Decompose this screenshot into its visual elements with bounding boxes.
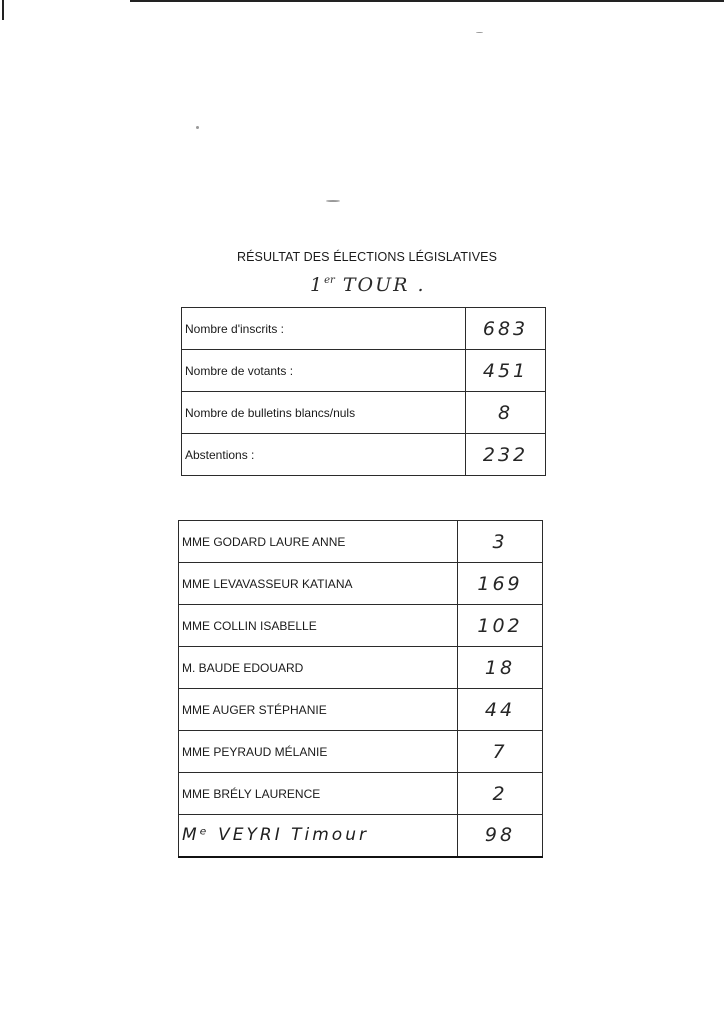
- scan-speck: [326, 200, 340, 202]
- round-suffix: er: [324, 275, 335, 286]
- candidate-votes: 169: [458, 563, 543, 605]
- table-row: [179, 605, 543, 647]
- candidates-table: [178, 520, 543, 858]
- candidate-votes: 18: [458, 647, 543, 689]
- candidate-votes: 2: [458, 773, 543, 815]
- candidate-name: M. BAUDE EDOUARD: [179, 647, 458, 689]
- candidate-name: MME PEYRAUD MÉLANIE: [179, 731, 458, 773]
- candidate-name: MME LEVAVASSEUR KATIANA: [179, 563, 458, 605]
- candidate-name: MME GODARD LAURE ANNE: [179, 521, 458, 563]
- table-row: [179, 521, 543, 563]
- table-row: [179, 689, 543, 731]
- scan-top-line: [130, 0, 724, 2]
- table-row: [179, 563, 543, 605]
- table-row: [179, 731, 543, 773]
- candidate-name: MME BRÉLY LAURENCE: [179, 773, 458, 815]
- candidate-votes: 7: [458, 731, 543, 773]
- candidate-name: MME COLLIN ISABELLE: [179, 605, 458, 647]
- table-row: [182, 434, 546, 476]
- table-row: [182, 350, 546, 392]
- summary-value-abstentions: 232: [466, 434, 546, 476]
- candidate-votes: 102: [458, 605, 543, 647]
- candidate-name: MME AUGER STÉPHANIE: [179, 689, 458, 731]
- summary-table: [181, 307, 546, 476]
- candidate-name-handwritten: Mᵉ VEYRI Timour: [179, 815, 458, 857]
- table-row-handwritten: [179, 815, 543, 857]
- summary-label-abstentions: Abstentions :: [182, 434, 466, 476]
- scan-speck: [476, 32, 483, 33]
- summary-label-blank-null: Nombre de bulletins blancs/nuls: [182, 392, 466, 434]
- candidate-votes: 44: [458, 689, 543, 731]
- table-row: [182, 392, 546, 434]
- table-row: [182, 308, 546, 350]
- summary-value-registered: 683: [466, 308, 546, 350]
- table-row: [179, 647, 543, 689]
- summary-value-voters: 451: [466, 350, 546, 392]
- candidate-votes: 3: [458, 521, 543, 563]
- table-row: [179, 773, 543, 815]
- candidate-votes: 98: [458, 815, 543, 857]
- scan-speck: [196, 126, 199, 129]
- round-word: TOUR .: [342, 274, 426, 296]
- scan-edge-mark: [2, 0, 4, 20]
- summary-value-blank-null: 8: [466, 392, 546, 434]
- summary-label-voters: Nombre de votants :: [182, 350, 466, 392]
- round-label: [310, 274, 426, 296]
- summary-label-registered: Nombre d'inscrits :: [182, 308, 466, 350]
- document-title: RÉSULTAT DES ÉLECTIONS LÉGISLATIVES: [236, 250, 498, 264]
- round-number: 1: [310, 274, 325, 296]
